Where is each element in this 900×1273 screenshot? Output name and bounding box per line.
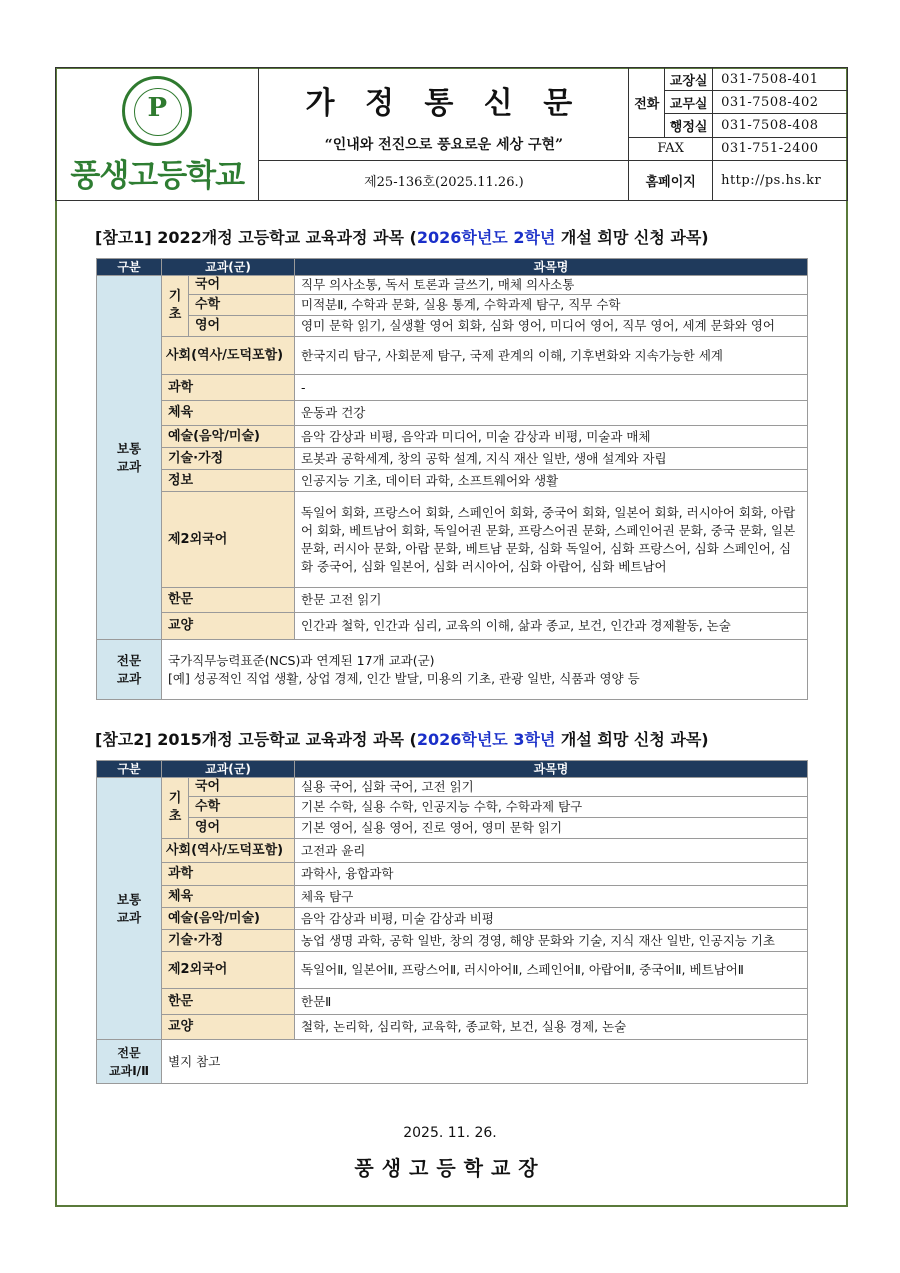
contact-number: 031-7508-408 xyxy=(713,114,848,137)
courses: 한문 고전 읽기 xyxy=(295,588,808,613)
homepage-label: 홈페이지 xyxy=(629,160,713,200)
subject: 사회(역사/도덕포함) xyxy=(162,337,295,375)
courses: 직무 의사소통, 독서 토론과 글쓰기, 매체 의사소통 xyxy=(295,276,808,295)
subject: 교양 xyxy=(162,613,295,640)
courses: 한문Ⅱ xyxy=(295,989,808,1015)
vocational-category: 전문 교과 xyxy=(97,640,162,700)
contact-number: 031-7508-402 xyxy=(713,91,848,114)
school-name: 풍생고등학교 xyxy=(70,158,245,194)
fax-number: 031-751-2400 xyxy=(713,137,848,160)
school-logo-cell xyxy=(56,68,259,201)
contact-number: 031-7508-401 xyxy=(713,68,848,91)
general-category: 보통 교과 xyxy=(97,778,162,1040)
phone-label: 전화 xyxy=(629,68,665,138)
courses: 독일어Ⅱ, 일본어Ⅱ, 프랑스어Ⅱ, 러시아어Ⅱ, 스페인어Ⅱ, 아랍어Ⅱ, 중국어Ⅱ, 베트남어Ⅱ xyxy=(295,952,808,989)
subject: 체육 xyxy=(162,886,295,908)
general-category: 보통 교과 xyxy=(97,276,162,640)
principal-signature: 풍생고등학교장 xyxy=(354,1156,546,1180)
subject: 예술(음악/미술) xyxy=(162,426,295,448)
homepage-url[interactable]: http://ps.hs.kr xyxy=(713,160,848,200)
subject: 한문 xyxy=(162,588,295,613)
courses: 인공지능 기초, 데이터 과학, 소프트웨어와 생활 xyxy=(295,470,808,492)
col-courses: 과목명 xyxy=(295,259,808,276)
subject: 제2외국어 xyxy=(162,492,295,588)
section1-title: [참고1] 2022개정 고등학교 교육과정 과목 (2026학년도 2학년 개설 희망 신청 과목) xyxy=(95,228,709,247)
courses: 농업 생명 과학, 공학 일반, 창의 경영, 해양 문화와 기술, 지식 재산 일반, 인공지능 기초 xyxy=(295,930,808,952)
courses: 독일어 회화, 프랑스어 회화, 스페인어 회화, 중국어 회화, 일본어 회화, 러시아어 회화, 아랍어 회화, 베트남어 회화, 독일어권 문화, 프랑스어권 문화, 스페인어권 문화, 중국 문화, 일본 문화, 러시아 문화, 아랍 문화, 베트남 문화, 심화 독일어, 심화 프랑스어, 심화 스페인어, 심화 중국어, 심화 일본어, 심화 러시아어, 심화 아랍어, 심화 베트남어 xyxy=(295,492,808,588)
courses: 과학사, 융합과학 xyxy=(295,863,808,886)
col-group: 교과(군) xyxy=(162,259,295,276)
curriculum-table-2015 xyxy=(96,760,808,1084)
subject: 과학 xyxy=(162,375,295,401)
subject: 체육 xyxy=(162,401,295,426)
newsletter-title: 가 정 통 신 문 xyxy=(305,85,583,121)
col-category: 구분 xyxy=(97,259,162,276)
courses: 인간과 철학, 인간과 심리, 교육의 이해, 삶과 종교, 보건, 인간과 경제활동, 논술 xyxy=(295,613,808,640)
courses: 로봇과 공학세계, 창의 공학 설계, 지식 재산 일반, 생애 설계와 자립 xyxy=(295,448,808,470)
vocational-line: [예] 성공적인 직업 생활, 상업 경제, 인간 발달, 미용의 기초, 관광 일반, 식품과 영양 등 xyxy=(168,670,640,686)
subject: 교양 xyxy=(162,1015,295,1040)
fax-label: FAX xyxy=(629,137,713,160)
subject: 기술·가정 xyxy=(162,448,295,470)
courses: 음악 감상과 비평, 미술 감상과 비평 xyxy=(295,908,808,930)
school-seal-icon: P xyxy=(122,76,192,146)
vocational-courses xyxy=(162,640,808,700)
courses: 음악 감상과 비평, 음악과 미디어, 미술 감상과 비평, 미술과 매체 xyxy=(295,426,808,448)
subject: 국어 xyxy=(189,276,295,295)
contact-label: 교무실 xyxy=(665,91,713,114)
title-cell xyxy=(259,68,629,161)
subject: 제2외국어 xyxy=(162,952,295,989)
base-category: 기 초 xyxy=(162,276,189,337)
subject: 사회(역사/도덕포함) xyxy=(162,839,295,863)
courses: 한국지리 탐구, 사회문제 탐구, 국제 관계의 이해, 기후변화와 지속가능한 세계 xyxy=(295,337,808,375)
vocational-category: 전문 교과Ⅰ/Ⅱ xyxy=(97,1040,162,1084)
col-category: 구분 xyxy=(97,761,162,778)
subject: 국어 xyxy=(189,778,295,797)
courses: 실용 국어, 심화 국어, 고전 읽기 xyxy=(295,778,808,797)
col-courses: 과목명 xyxy=(295,761,808,778)
courses: - xyxy=(295,375,808,401)
vocational-courses: 별지 참고 xyxy=(162,1040,808,1084)
subject: 예술(음악/미술) xyxy=(162,908,295,930)
courses: 미적분Ⅱ, 수학과 문화, 실용 통계, 수학과제 탐구, 직무 수학 xyxy=(295,295,808,316)
contact-label: 교장실 xyxy=(665,68,713,91)
courses: 운동과 건강 xyxy=(295,401,808,426)
issue-date: 2025. 11. 26. xyxy=(403,1125,497,1141)
subject: 한문 xyxy=(162,989,295,1015)
letterhead xyxy=(55,67,848,201)
contact-label: 행정실 xyxy=(665,114,713,137)
col-group: 교과(군) xyxy=(162,761,295,778)
subject: 수학 xyxy=(189,295,295,316)
section2-title: [참고2] 2015개정 고등학교 교육과정 과목 (2026학년도 3학년 개설 희망 신청 과목) xyxy=(95,730,709,749)
subject: 정보 xyxy=(162,470,295,492)
subject: 기술·가정 xyxy=(162,930,295,952)
vocational-line: 국가직무능력표준(NCS)과 연계된 17개 교과(군) xyxy=(168,652,435,668)
courses: 체육 탐구 xyxy=(295,886,808,908)
courses: 영미 문학 읽기, 실생활 영어 회화, 심화 영어, 미디어 영어, 직무 영어, 세계 문화와 영어 xyxy=(295,316,808,337)
courses: 고전과 윤리 xyxy=(295,839,808,863)
base-category: 기 초 xyxy=(162,778,189,839)
subject: 영어 xyxy=(189,316,295,337)
issue-number: 제25-136호(2025.11.26.) xyxy=(259,160,629,200)
courses: 기본 영어, 실용 영어, 진로 영어, 영미 문학 읽기 xyxy=(295,818,808,839)
courses: 철학, 논리학, 심리학, 교육학, 종교학, 보건, 실용 경제, 논술 xyxy=(295,1015,808,1040)
school-motto: “인내와 전진으로 풍요로운 세상 구현” xyxy=(324,136,564,153)
subject: 수학 xyxy=(189,797,295,818)
subject: 영어 xyxy=(189,818,295,839)
subject: 과학 xyxy=(162,863,295,886)
courses: 기본 수학, 실용 수학, 인공지능 수학, 수학과제 탐구 xyxy=(295,797,808,818)
curriculum-table-2022 xyxy=(96,258,808,700)
